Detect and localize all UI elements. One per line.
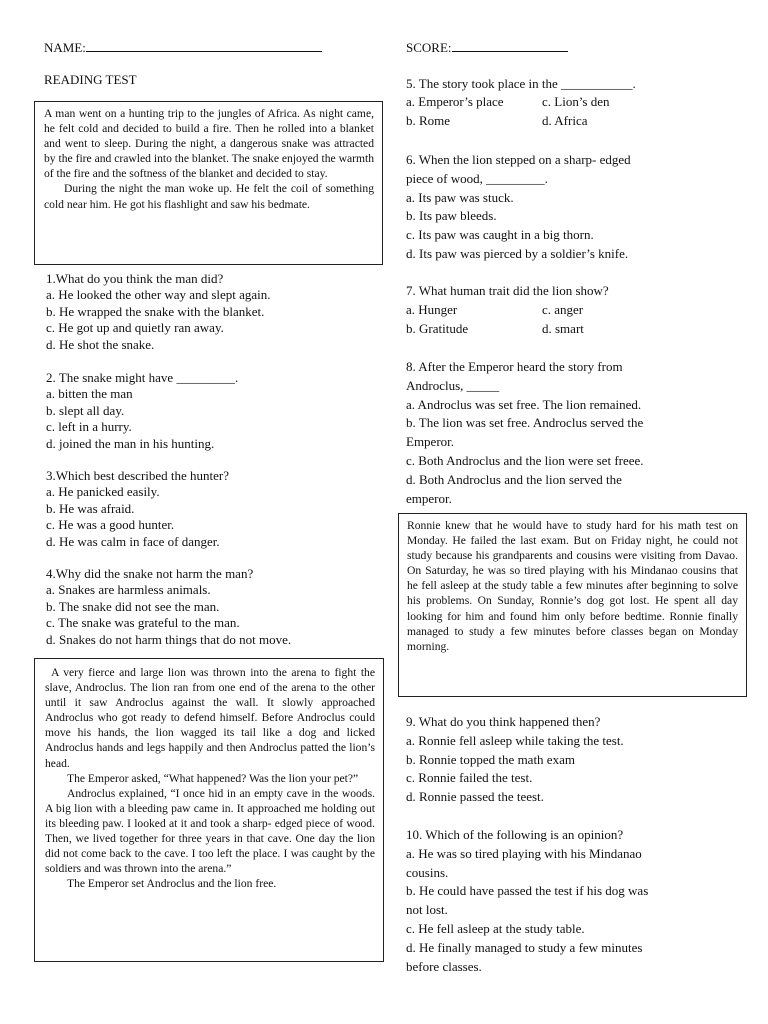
question-stem: 1.What do you think the man did? (46, 271, 224, 286)
question-9 (406, 713, 624, 807)
choice-b-continued: Emperor. (406, 434, 455, 450)
question-stem-continued: Androclus, _____ (406, 377, 500, 393)
choice-a: a. Androclus was set free. The lion remained. (406, 396, 642, 412)
question-stem: 7. What human trait did the lion show? (406, 283, 609, 298)
choice-a: a. He was so tired playing with his Mindanao (406, 845, 642, 861)
choice-c: c. The snake was grateful to the man. (46, 615, 240, 631)
score-field (406, 40, 568, 57)
question-stem: 6. When the lion stepped on a sharp- edged (406, 152, 631, 167)
question-8 (406, 358, 644, 508)
question-4 (46, 566, 291, 648)
name-blank (86, 40, 322, 52)
choice-b: b. Rome (406, 112, 451, 128)
question-1 (46, 271, 271, 353)
choice-b: b. The lion was set free. Androclus served the (406, 415, 644, 431)
choice-d: d. Its paw was pierced by a soldier’s knife. (406, 245, 629, 261)
choice-c: c. left in a hurry. (46, 419, 132, 435)
passage-paragraph: The Emperor asked, “What happened? Was the lion your pet?” (67, 771, 359, 785)
passage-paragraph: A very fierce and large lion was thrown into the arena to fight the slave, Androclus. The lion ran from one end of the arena to the other until it saw Androclus against the wall. It slowly approached Androclus who got ready to defend himself. Before Androclus could move his hands, the lion wagged its tail like a dog and licked Androclus hands and legs happily and then Androclus patted the lion’s head. (45, 666, 375, 770)
choice-a: a. Emperor’s place (406, 94, 504, 110)
name-label: NAME: (44, 40, 86, 55)
choice-c: c. Ronnie failed the test. (406, 770, 533, 786)
choice-d-continued: before classes. (406, 958, 482, 974)
question-stem: 10. Which of the following is an opinion? (406, 827, 624, 842)
choice-a: a. He looked the other way and slept again. (46, 287, 271, 303)
choice-a-continued: cousins. (406, 864, 449, 880)
question-stem: 3.Which best described the hunter? (46, 468, 230, 483)
choice-d: d. joined the man in his hunting. (46, 435, 215, 451)
question-6 (406, 151, 631, 264)
passage-paragraph: The Emperor set Androclus and the lion free. (67, 877, 277, 891)
passage-paragraph: A man went on a hunting trip to the jungles of Africa. As night came, he felt cold and decided to build a fire. Then he rolled into a blanket and went to sleep. During the night, a dangerous snake was attracted by the fire and crawled into the blanket. The snake enjoyed the warmth of the fire and the softness of the blanket and decided to stay. (44, 107, 374, 181)
choice-a: a. Its paw was stuck. (406, 189, 514, 205)
choice-d: d. Africa (542, 112, 588, 128)
passage-ronnie (398, 513, 747, 697)
score-label: SCORE: (406, 40, 452, 55)
question-stem: 4.Why did the snake not harm the man? (46, 566, 254, 581)
choice-d: d. Both Androclus and the lion served the (406, 471, 622, 487)
choice-d: d. He was calm in face of danger. (46, 533, 220, 549)
choice-a: a. Snakes are harmless animals. (46, 582, 211, 598)
choice-d-continued: emperor. (406, 490, 452, 506)
choice-c: c. anger (542, 301, 584, 317)
question-3 (46, 468, 229, 550)
choice-c: c. Its paw was caught in a big thorn. (406, 227, 594, 243)
question-stem: 9. What do you think happened then? (406, 714, 601, 729)
choice-b-continued: not lost. (406, 902, 448, 918)
passage-paragraph: Androclus explained, “I once hid in an empty cave in the woods. A big lion with a bleeding paw came in. It approached me holding out its bleeding paw. I looked at it and took a sharp- edged piece of wood. Then, we lived together for three years in that cave. One day the lion did not come back to the cave. I too left the place. I was caught by the soldiers and was thrown into the arena.” (45, 786, 375, 876)
choice-c: c. He was a good hunter. (46, 517, 175, 533)
name-field (44, 40, 322, 57)
question-stem: 5. The story took place in the ___________. (406, 76, 636, 91)
choice-d: d. smart (542, 320, 584, 336)
score-blank (452, 40, 568, 52)
passage-hunter (34, 101, 383, 265)
choice-c: c. He fell asleep at the study table. (406, 920, 585, 936)
choice-b: b. Ronnie topped the math exam (406, 751, 575, 767)
choice-b: b. Gratitude (406, 320, 469, 336)
choice-b: b. He was afraid. (46, 500, 135, 516)
passage-paragraph: During the night the man woke up. He felt the coil of something cold near him. He got his flashlight and saw his bedmate. (44, 182, 374, 211)
choice-b: b. He could have passed the test if his dog was (406, 883, 649, 899)
question-7 (406, 282, 609, 338)
choice-d: d. He shot the snake. (46, 336, 155, 352)
choice-c: c. Both Androclus and the lion were set freee. (406, 452, 644, 468)
choice-d: d. Snakes do not harm things that do not move. (46, 631, 292, 647)
choice-b: b. slept all day. (46, 402, 125, 418)
choice-b: b. The snake did not see the man. (46, 598, 220, 614)
question-10 (406, 826, 648, 976)
choice-d: d. Ronnie passed the teest. (406, 789, 544, 805)
choice-b: b. He wrapped the snake with the blanket. (46, 303, 265, 319)
choice-b: b. Its paw bleeds. (406, 208, 497, 224)
choice-c: c. He got up and quietly ran away. (46, 320, 224, 336)
test-title: READING TEST (44, 72, 137, 87)
choice-c: c. Lion’s den (542, 94, 610, 110)
choice-a: a. Ronnie fell asleep while taking the test. (406, 732, 624, 748)
question-2 (46, 370, 238, 452)
question-stem: 8. After the Emperor heard the story from (406, 359, 623, 374)
choice-d: d. He finally managed to study a few minutes (406, 939, 643, 955)
passage-paragraph: Ronnie knew that he would have to study hard for his math test on Monday. He failed the last exam. But on Friday night, he could not study because his grandparents and cousins were visiting from Davao. On Saturday, he was so tired playing with his Mindanao cousins that he fell asleep at the study table a few minutes after beginning to solve his problems. On Sunday, Ronnie’s dog got lost. He spent all day looking for him and found him only before bedtime. Ronnie finally managed to study a few minutes before classes began on Monday morning. (407, 519, 738, 653)
choice-a: a. bitten the man (46, 386, 133, 402)
question-stem: 2. The snake might have _________. (46, 370, 239, 385)
passage-androclus (34, 658, 384, 962)
question-5 (406, 76, 636, 129)
choice-a: a. He panicked easily. (46, 484, 160, 500)
question-stem-continued: piece of wood, _________. (406, 170, 548, 186)
choice-a: a. Hunger (406, 301, 458, 317)
